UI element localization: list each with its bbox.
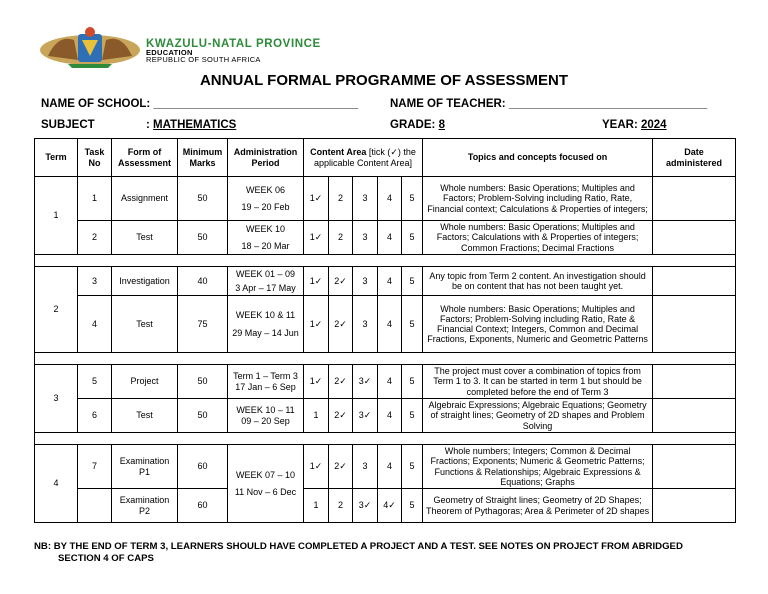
task-no-cell: 2 xyxy=(78,221,112,255)
table-row xyxy=(35,296,736,353)
content-area-1: 1✓ xyxy=(304,445,329,489)
form-cell: Investigation xyxy=(112,267,178,296)
table-row xyxy=(35,489,736,523)
form-line-2: P1 xyxy=(138,466,150,477)
task-no-cell: 3 xyxy=(78,267,112,296)
form-line-1: Examination xyxy=(119,495,170,506)
department-line-2: REPUBLIC OF SOUTH AFRICA xyxy=(146,55,261,64)
dates-text: 11 Nov – 6 Dec xyxy=(234,486,297,497)
content-area-5: 5 xyxy=(402,489,423,523)
task-no-cell: 4 xyxy=(78,296,112,353)
col-admin-period: Administration Period xyxy=(228,139,304,177)
content-area-4: 4 xyxy=(378,399,402,433)
form-line-1: Examination xyxy=(119,456,170,467)
content-area-5: 5 xyxy=(402,399,423,433)
marks-cell: 50 xyxy=(178,221,228,255)
week-text: WEEK 10 xyxy=(245,224,285,235)
date-administered-cell[interactable] xyxy=(653,399,736,433)
subject-value: MATHEMATICS xyxy=(153,119,237,131)
table-header-row xyxy=(35,139,736,177)
marks-cell: 40 xyxy=(178,267,228,296)
topics-cell: Whole numbers; Integers; Common & Decimal Fractions; Exponents; Numeric & Geometric Patterns; Functions & Relationships; Algebraic Expressions & Equations; Graphs xyxy=(423,445,653,489)
topics-cell: Whole numbers: Basic Operations; Multiples and Factors; Calculations with & Properties of integers; Common Fractions; Decimal Fractions xyxy=(423,221,653,255)
content-area-3: 3 xyxy=(353,296,378,353)
admin-period-cell xyxy=(228,445,304,523)
date-administered-cell[interactable] xyxy=(653,267,736,296)
content-area-3: 3 xyxy=(353,221,378,255)
page-title: ANNUAL FORMAL PROGRAMME OF ASSESSMENT xyxy=(199,72,569,89)
form-cell xyxy=(112,445,178,489)
content-area-4: 4 xyxy=(378,267,402,296)
coat-of-arms-icon xyxy=(38,26,142,68)
content-area-4: 4✓ xyxy=(378,489,402,523)
footnote xyxy=(34,541,754,565)
term-cell: 3 xyxy=(35,365,78,433)
marks-cell: 60 xyxy=(178,489,228,523)
date-administered-cell[interactable] xyxy=(653,489,736,523)
content-area-note: [tick (✓) the applicable Content Area] xyxy=(313,147,416,168)
content-area-3: 3✓ xyxy=(353,489,378,523)
form-cell: Assignment xyxy=(112,177,178,221)
date-administered-cell[interactable] xyxy=(653,177,736,221)
content-area-1: 1 xyxy=(304,489,329,523)
col-content-area xyxy=(304,139,423,177)
col-min-marks: Minimum Marks xyxy=(178,139,228,177)
term-cell: 4 xyxy=(35,445,78,523)
content-area-4: 4 xyxy=(378,221,402,255)
admin-period-cell xyxy=(228,296,304,353)
dates-text: 29 May – 14 Jun xyxy=(232,328,299,338)
col-date: Date administered xyxy=(653,139,736,177)
table-row xyxy=(35,365,736,399)
year-field xyxy=(602,119,667,131)
topics-cell: Geometry of Straight lines; Geometry of 2D Shapes; Theorem of Pythagoras; Area & Perimeter of 2D shapes xyxy=(423,489,653,523)
marks-cell: 50 xyxy=(178,177,228,221)
admin-period-cell xyxy=(228,365,304,399)
task-no-cell: 1 xyxy=(78,177,112,221)
content-area-5: 5 xyxy=(402,221,423,255)
topics-cell: Any topic from Term 2 content. An investigation should be on content that has not been taught yet. xyxy=(423,267,653,296)
spacer-cell xyxy=(35,433,736,445)
content-area-5: 5 xyxy=(402,177,423,221)
week-text: WEEK 01 – 09 xyxy=(235,269,296,280)
content-area-5: 5 xyxy=(402,267,423,296)
dates-text: 09 – 20 Sep xyxy=(241,416,290,426)
spacer-cell xyxy=(35,255,736,267)
col-topics: Topics and concepts focused on xyxy=(423,139,653,177)
marks-cell: 50 xyxy=(178,365,228,399)
date-administered-cell[interactable] xyxy=(653,296,736,353)
department-name xyxy=(146,49,261,63)
content-area-3: 3✓ xyxy=(353,399,378,433)
content-area-3: 3 xyxy=(353,177,378,221)
content-area-5: 5 xyxy=(402,365,423,399)
task-no-cell: 7 xyxy=(78,445,112,489)
admin-period-cell xyxy=(228,177,304,221)
content-area-2: 2✓ xyxy=(329,365,353,399)
content-area-4: 4 xyxy=(378,365,402,399)
table-row xyxy=(35,399,736,433)
topics-cell: Whole numbers: Basic Operations; Multiples and Factors; Problem-Solving including Ratio, Rate, Financial context; Calculations & Properties of integers; xyxy=(423,177,653,221)
table-row xyxy=(35,221,736,255)
week-text: Term 1 – Term 3 xyxy=(233,370,298,381)
content-area-5: 5 xyxy=(402,296,423,353)
term-cell: 2 xyxy=(35,267,78,353)
content-area-4: 4 xyxy=(378,296,402,353)
form-cell xyxy=(112,489,178,523)
table-row xyxy=(35,177,736,221)
content-area-3: 3✓ xyxy=(353,365,378,399)
date-administered-cell[interactable] xyxy=(653,221,736,255)
form-cell: Test xyxy=(112,221,178,255)
content-area-5: 5 xyxy=(402,445,423,489)
province-name: KWAZULU-NATAL PROVINCE xyxy=(146,38,321,50)
assessment-table xyxy=(34,138,736,523)
content-area-1: 1✓ xyxy=(304,177,329,221)
content-area-3: 3 xyxy=(353,445,378,489)
marks-cell: 60 xyxy=(178,445,228,489)
subject-label: SUBJECT xyxy=(41,119,95,131)
grade-field xyxy=(390,119,445,131)
dates-text: 18 – 20 Mar xyxy=(241,240,290,251)
topics-cell: The project must cover a combination of topics from Term 1 to 3. It can be started in term 1 but should be completed before the end of Term 3 xyxy=(423,365,653,399)
content-area-1: 1✓ xyxy=(304,296,329,353)
subject-field xyxy=(146,119,236,131)
content-area-1: 1✓ xyxy=(304,267,329,296)
date-administered-cell[interactable] xyxy=(653,365,736,399)
content-area-bold: Content Area xyxy=(310,147,367,158)
year-label: YEAR: xyxy=(602,119,641,131)
department-line-1: EDUCATION xyxy=(146,48,193,57)
spacer-cell xyxy=(35,353,736,365)
table-row xyxy=(35,445,736,489)
week-text: WEEK 07 – 10 xyxy=(235,470,296,481)
footnote-line-2: SECTION 4 OF CAPS xyxy=(58,553,154,564)
content-area-1: 1✓ xyxy=(304,221,329,255)
content-area-2: 2✓ xyxy=(329,399,353,433)
school-field: NAME OF SCHOOL: ________________________________ xyxy=(41,98,359,110)
task-no-cell: 5 xyxy=(78,365,112,399)
col-task-no: Task No xyxy=(78,139,112,177)
week-text: WEEK 10 & 11 xyxy=(235,309,296,320)
admin-period-cell xyxy=(228,267,304,296)
form-cell: Project xyxy=(112,365,178,399)
content-area-4: 4 xyxy=(378,177,402,221)
date-administered-cell[interactable] xyxy=(653,445,736,489)
week-text: WEEK 06 xyxy=(245,185,285,196)
task-no-cell xyxy=(78,489,112,523)
footnote-line-1: NB: BY THE END OF TERM 3, LEARNERS SHOULD HAVE COMPLETED A PROJECT AND A TEST. SEE NOTES ON PROJECT FROM ABRIDGED xyxy=(34,541,683,552)
form-cell: Test xyxy=(112,296,178,353)
topics-cell: Whole numbers: Basic Operations; Multiples and Factors; Problem-Solving including Ratio, Rate & Financial Context; Integers, Common and Decimal Fractions, Exponents, Numeric and Geometric Patterns xyxy=(423,296,653,353)
content-area-3: 3 xyxy=(353,267,378,296)
content-area-2: 2✓ xyxy=(329,267,353,296)
spacer-row xyxy=(35,433,736,445)
table-row xyxy=(35,267,736,296)
task-no-cell: 6 xyxy=(78,399,112,433)
dates-text: 17 Jan – 6 Sep xyxy=(235,382,296,392)
form-cell: Test xyxy=(112,399,178,433)
content-area-2: 2✓ xyxy=(329,296,353,353)
admin-period-cell xyxy=(228,399,304,433)
grade-value: 8 xyxy=(438,119,445,131)
marks-cell: 50 xyxy=(178,399,228,433)
year-value: 2024 xyxy=(640,119,667,131)
term-cell: 1 xyxy=(35,177,78,255)
content-area-2: 2 xyxy=(329,489,353,523)
content-area-2: 2 xyxy=(329,177,353,221)
marks-cell: 75 xyxy=(178,296,228,353)
admin-period-cell xyxy=(228,221,304,255)
spacer-row xyxy=(35,353,736,365)
subject-prefix: : xyxy=(146,119,154,131)
spacer-row xyxy=(35,255,736,267)
form-line-2: P2 xyxy=(138,505,150,516)
content-area-4: 4 xyxy=(378,445,402,489)
dates-text: 3 Apr – 17 May xyxy=(235,282,296,293)
content-area-1: 1✓ xyxy=(304,365,329,399)
grade-label: GRADE: xyxy=(390,119,439,131)
dates-text: 19 – 20 Feb xyxy=(241,201,290,212)
content-area-2: 2 xyxy=(329,221,353,255)
col-term: Term xyxy=(35,139,78,177)
week-text: WEEK 10 – 11 xyxy=(236,404,295,415)
content-area-2: 2✓ xyxy=(329,445,353,489)
teacher-field: NAME OF TEACHER: _______________________________ xyxy=(390,98,708,110)
content-area-1: 1 xyxy=(304,399,329,433)
col-form: Form of Assessment xyxy=(112,139,178,177)
topics-cell: Algebraic Expressions; Algebraic Equations; Geometry of straight lines; Geometry of 2D shapes and Problem Solving xyxy=(423,399,653,433)
